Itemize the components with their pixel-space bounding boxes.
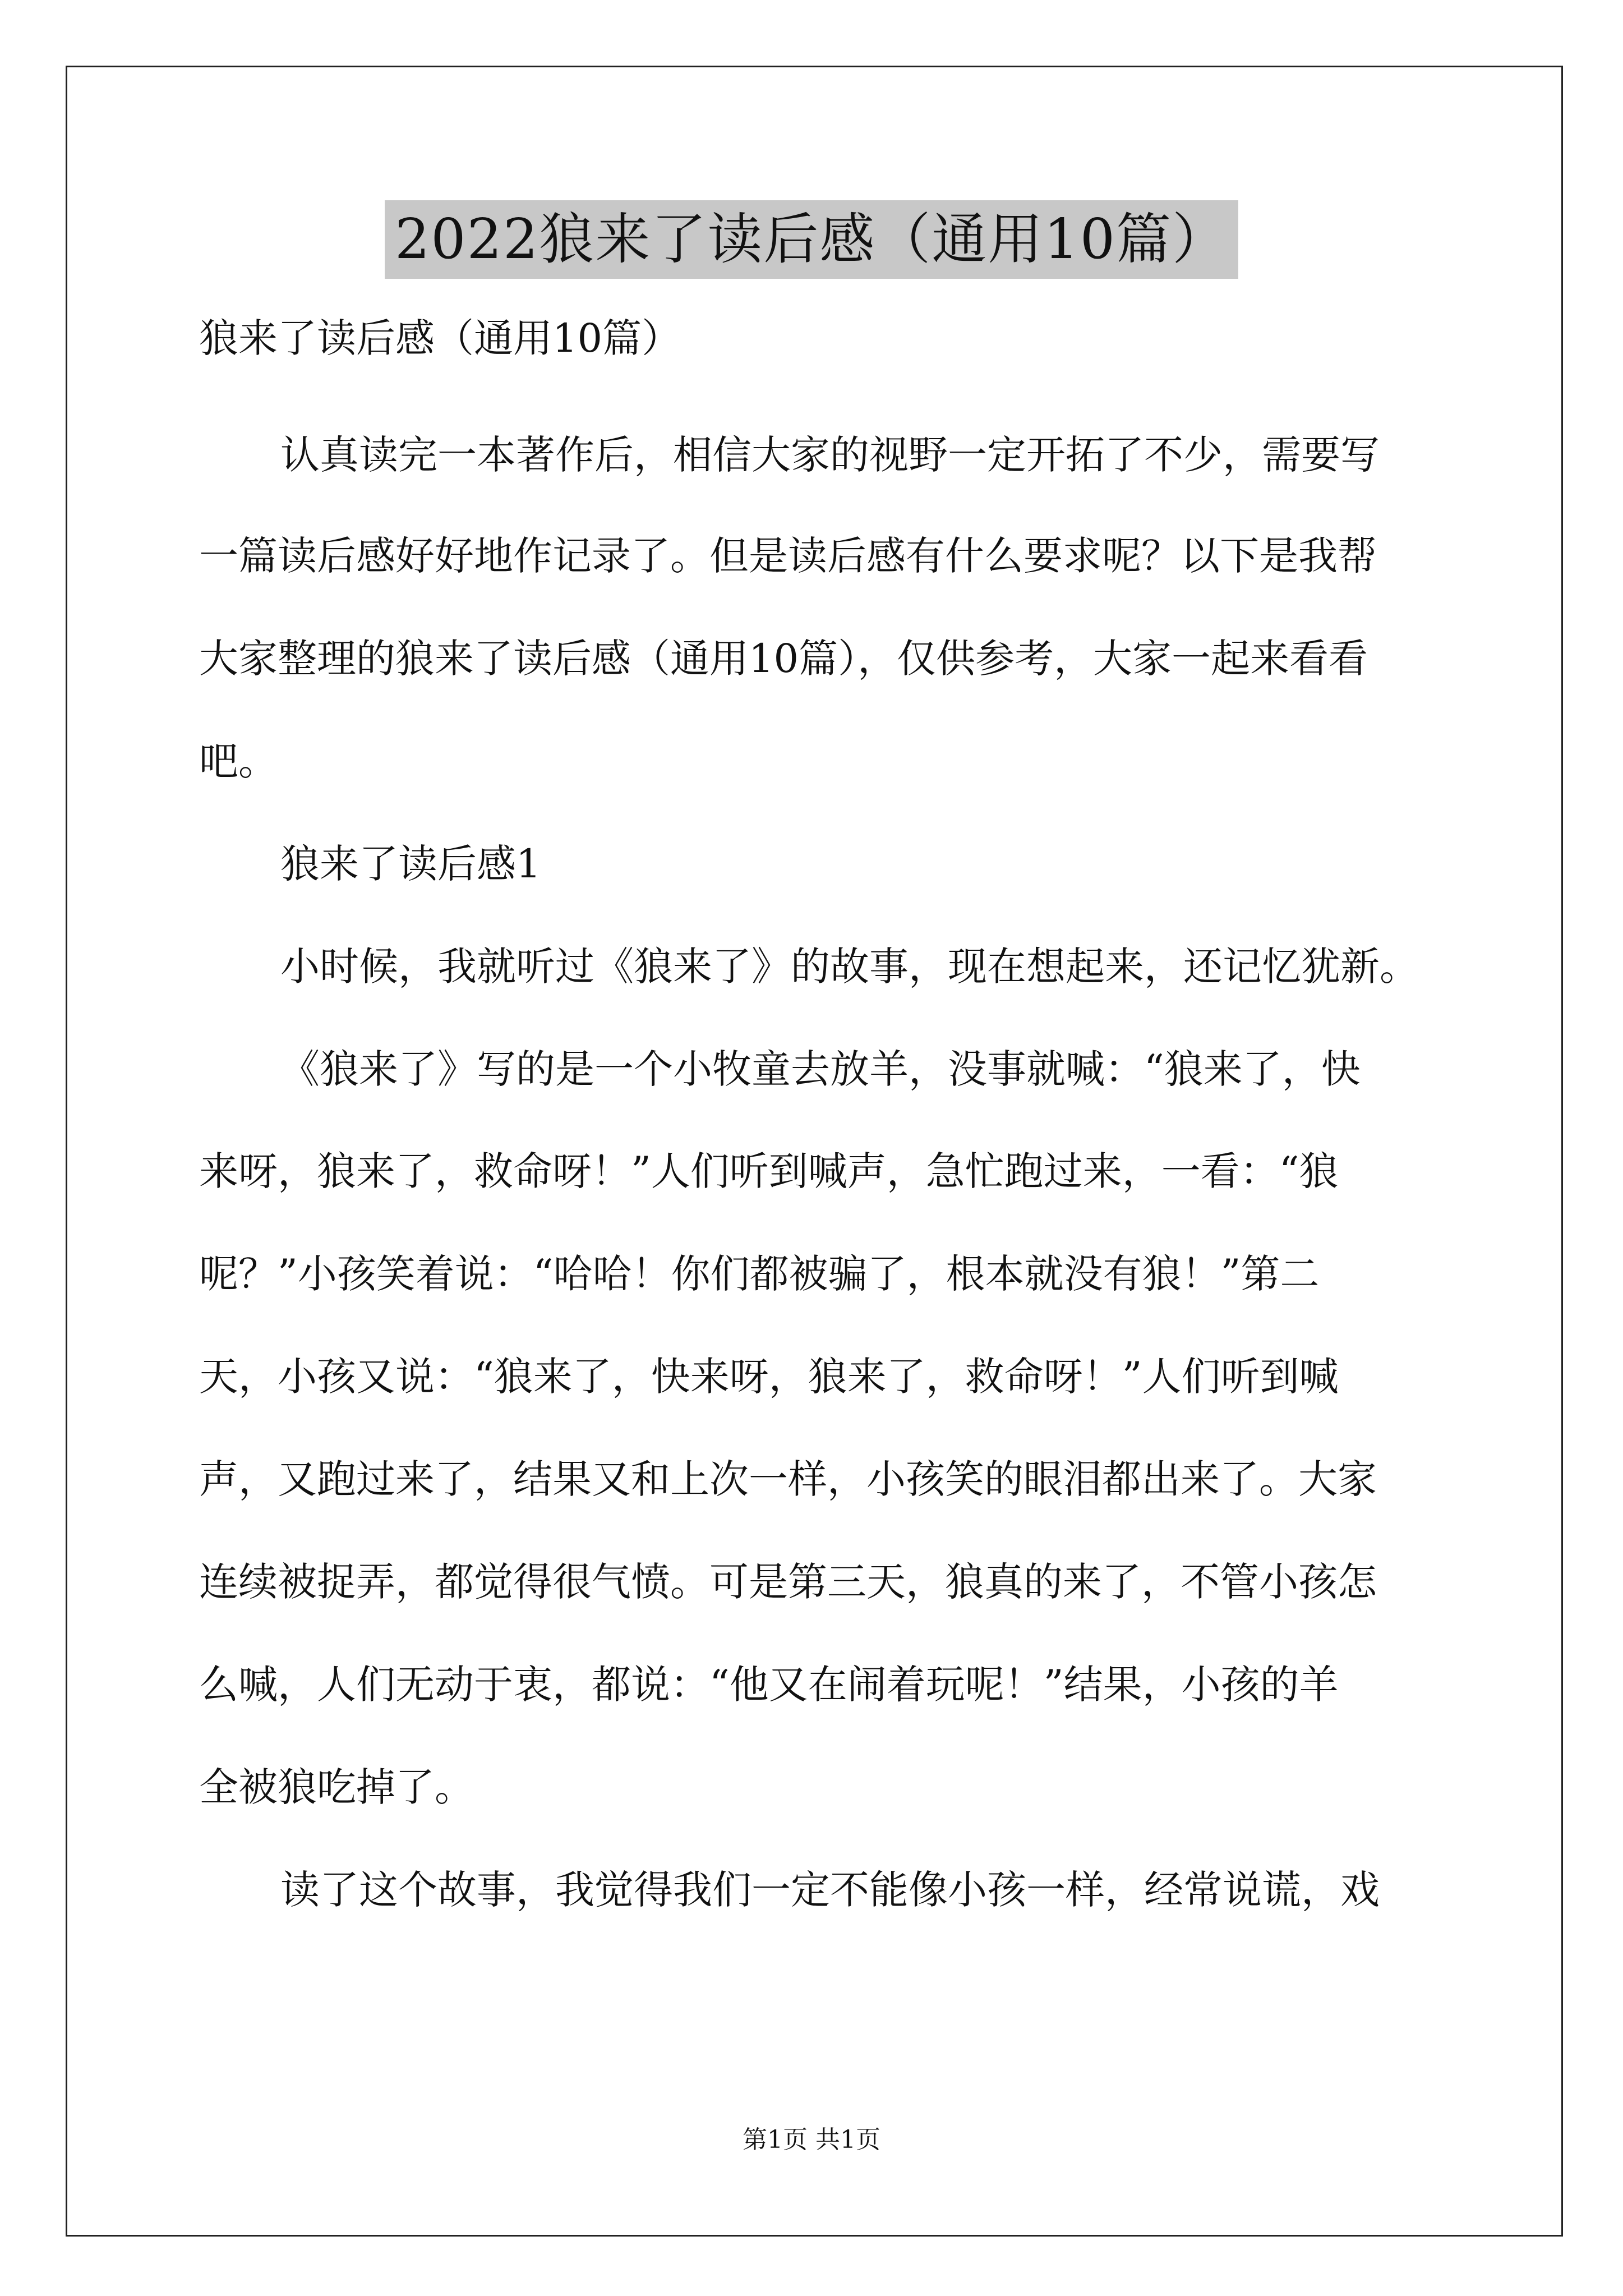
document-title: 2022狼来了读后感（通用10篇） [385, 200, 1238, 279]
paragraph-line: 吧。 [199, 738, 278, 784]
paragraph-line: 全被狼吃掉了。 [199, 1764, 474, 1810]
paragraph-line: 呢？”小孩笑着说：“哈哈！你们都被骗了，根本就没有狼！”第二 [199, 1251, 1320, 1297]
paragraph-line: 小时候，我就听过《狼来了》的故事，现在想起来，还记忆犹新。 [280, 944, 1419, 990]
paragraph-line: 天，小孩又说：“狼来了，快来呀，狼来了，救命呀！”人们听到喊 [199, 1354, 1339, 1400]
title-container [0, 200, 1623, 279]
paragraph-line: 认真读完一本著作后，相信大家的视野一定开拓了不少，需要写 [280, 432, 1380, 478]
paragraph-line: 一篇读后感好好地作记录了。但是读后感有什么要求呢？以下是我帮 [199, 533, 1377, 579]
paragraph-line: 读了这个故事，我觉得我们一定不能像小孩一样，经常说谎，戏 [280, 1867, 1380, 1913]
page-footer: 第1页 共1页 [743, 2125, 880, 2154]
paragraph-line: 连续被捉弄，都觉得很气愤。可是第三天，狼真的来了，不管小孩怎 [199, 1559, 1377, 1605]
section-heading: 狼来了读后感1 [280, 841, 541, 887]
paragraph-line: 声，又跑过来了，结果又和上次一样，小孩笑的眼泪都出来了。大家 [199, 1456, 1377, 1502]
paragraph-line: 《狼来了》写的是一个小牧童去放羊，没事就喊：“狼来了，快 [280, 1046, 1361, 1092]
document-subtitle: 狼来了读后感（通用10篇） [199, 315, 681, 361]
paragraph-line: 么喊，人们无动于衷，都说：“他又在闹着玩呢！”结果，小孩的羊 [199, 1662, 1339, 1708]
paragraph-line: 来呀，狼来了，救命呀！”人们听到喊声，急忙跑过来，一看：“狼 [199, 1148, 1339, 1194]
paragraph-line: 大家整理的狼来了读后感（通用10篇），仅供参考，大家一起来看看 [199, 636, 1368, 682]
